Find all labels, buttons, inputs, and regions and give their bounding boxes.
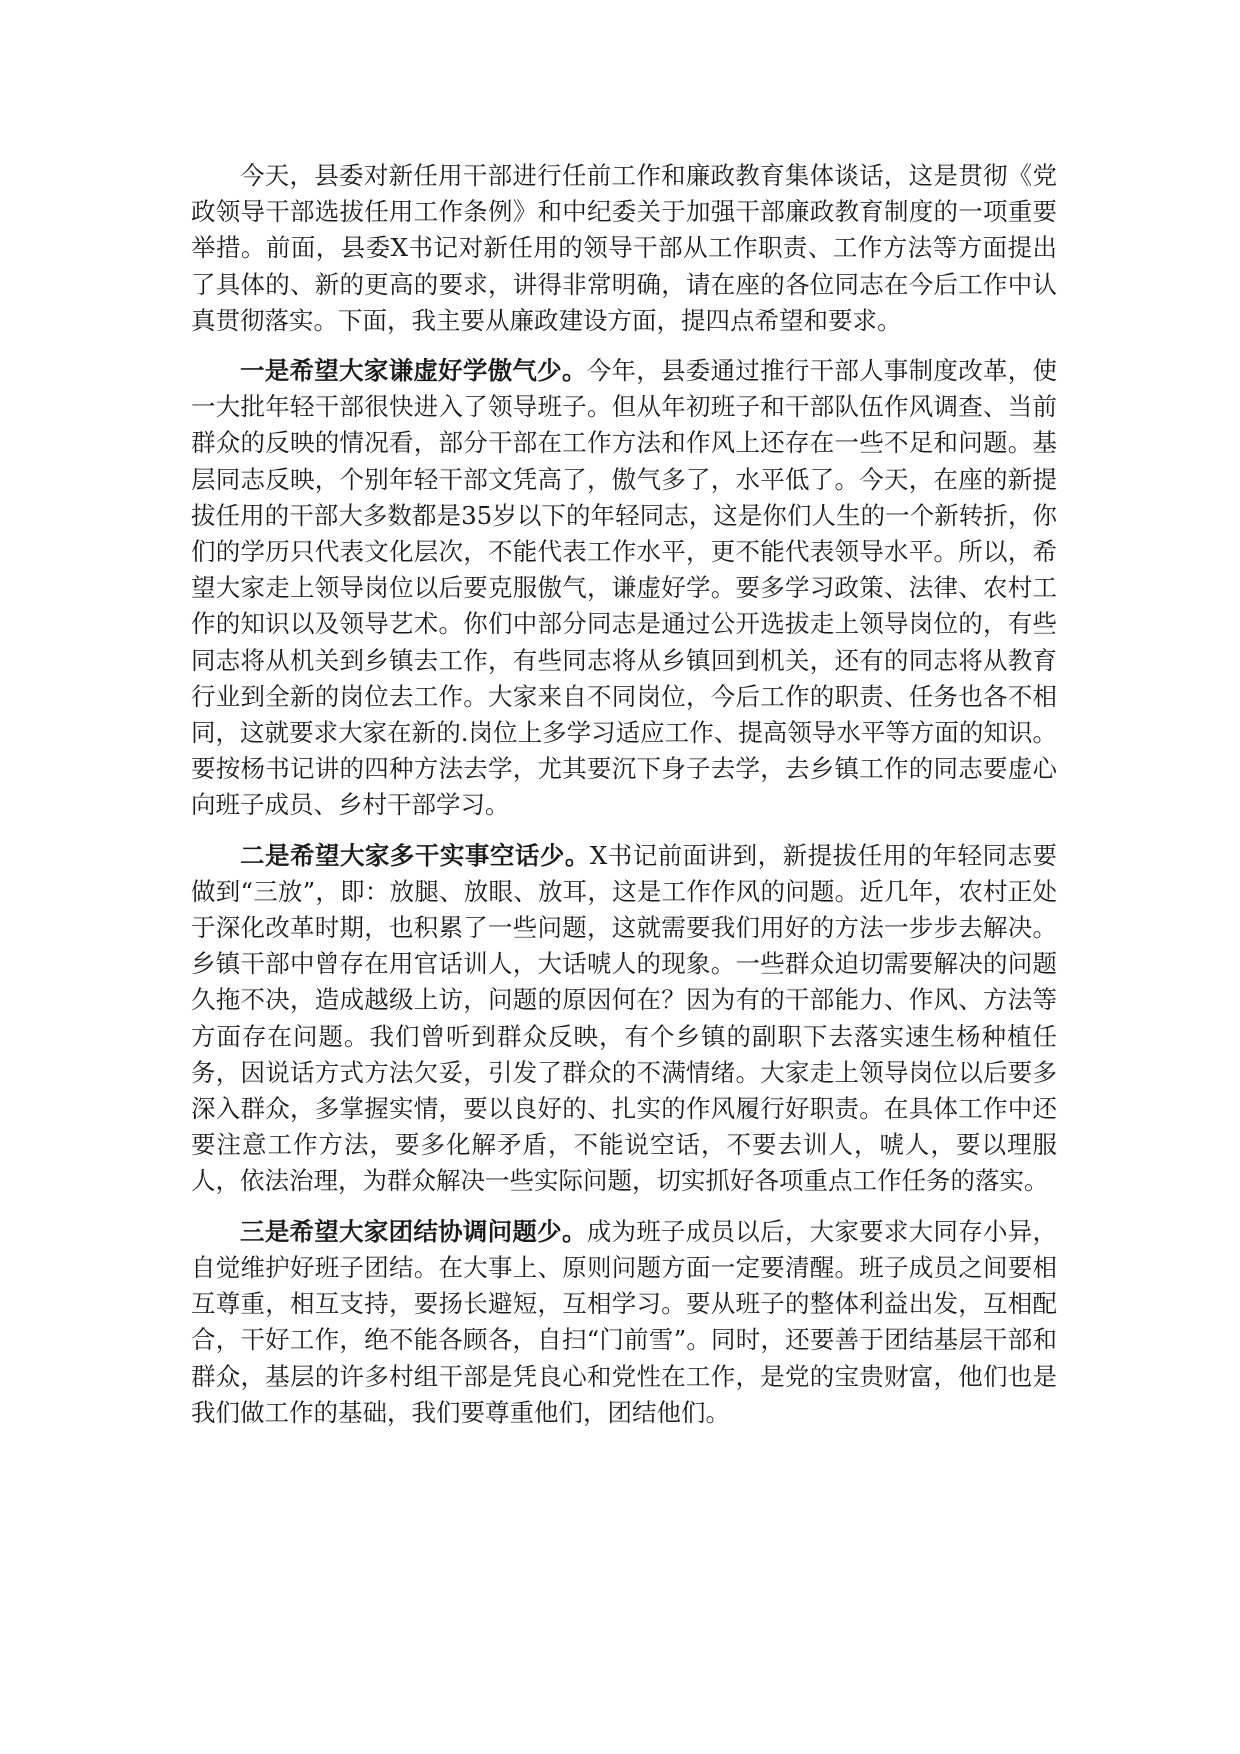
paragraph-point-one [191, 353, 1057, 824]
paragraph-lead: 一是希望大家谦虚好学傲气少。 [240, 356, 587, 386]
paragraph-text: 成为班子成员以后，大家要求大同存小异，自觉维护好班子团结。在大事上、原则问题方面一定要清醒。班子成员之间要相互尊重，相互支持，要扬长避短，互相学习。要从班子的整体利益出发，互相配合，干好工作，绝不能各顾各，自扫“门前雪”。同时，还要善于团结基层干部和群众，基层的许多村组干部是凭良心和党性在工作，是党的宝贵财富，他们也是我们做工作的基础，我们要尊重他们，团结他们。 [191, 1216, 1057, 1427]
paragraph-lead: 二是希望大家多干实事空话少。 [240, 840, 590, 870]
paragraph-text: 今年，县委通过推行干部人事制度改革，使一大批年轻干部很快进入了领导班子。但从年初班子和干部队伍作风调查、当前群众的反映的情况看，部分干部在工作方法和作风上还存在一些不足和问题。基层同志反映，个别年轻干部文凭高了，傲气多了，水平低了。今天，在座的新提拔任用的干部大多数都是35岁以下的年轻同志，这是你们人生的一个新转折，你们的学历只代表文化层次，不能代表工作水平，更不能代表领导水平。所以，希望大家走上领导岗位以后要克服傲气，谦虚好学。要多学习政策、法律、农村工作的知识以及领导艺术。你们中部分同志是通过公开选拔走上领导岗位的，有些同志将从机关到乡镇去工作，有些同志将从乡镇回到机关，还有的同志将从教育行业到全新的岗位去工作。大家来自不同岗位，今后工作的职责、任务也各不相同，这就要求大家在新的.岗位上多学习适应工作、提高领导水平等方面的知识。要按杨书记讲的四种方法去学，尤其要沉下身子去学，去乡镇工作的同志要虚心向班子成员、乡村干部学习。 [191, 356, 1057, 820]
paragraph-lead: 三是希望大家团结协调问题少。 [240, 1216, 587, 1246]
paragraph-text: X书记前面讲到，新提拔任用的年轻同志要做到“三放”，即：放腿、放眼、放耳，这是工作作风的问题。近几年，农村正处于深化改革时期，也积累了一些问题，这就需要我们用好的方法一步步去解决。乡镇干部中曾存在用官话训人，大话唬人的现象。一些群众迫切需要解决的问题久拖不决，造成越级上访，问题的原因何在？因为有的干部能力、作风、方法等方面存在问题。我们曾听到群众反映，有个乡镇的副职下去落实速生杨种植任务，因说话方式方法欠妥，引发了群众的不满情绪。大家走上领导岗位以后要多深入群众，多掌握实情，要以良好的、扎实的作风履行好职责。在具体工作中还要注意工作方法，要多化解矛盾，不能说空话，不要去训人，唬人，要以理服人，依法治理，为群众解决一些实际问题，切实抓好各项重点工作任务的落实。 [191, 840, 1057, 1196]
document-body [191, 158, 1057, 1445]
paragraph-text: 今天，县委对新任用干部进行任前工作和廉政教育集体谈话，这是贯彻《党政领导干部选拔任用工作条例》和中纪委关于加强干部廉政教育制度的一项重要举措。前面，县委X书记对新任用的领导干部从工作职责、工作方法等方面提出了具体的、新的更高的要求，讲得非常明确，请在座的各位同志在今后工作中认真贯彻落实。下面，我主要从廉政建设方面，提四点希望和要求。 [191, 161, 1057, 335]
paragraph-point-two [191, 838, 1057, 1200]
paragraph-intro [191, 158, 1057, 339]
paragraph-point-three [191, 1214, 1057, 1431]
